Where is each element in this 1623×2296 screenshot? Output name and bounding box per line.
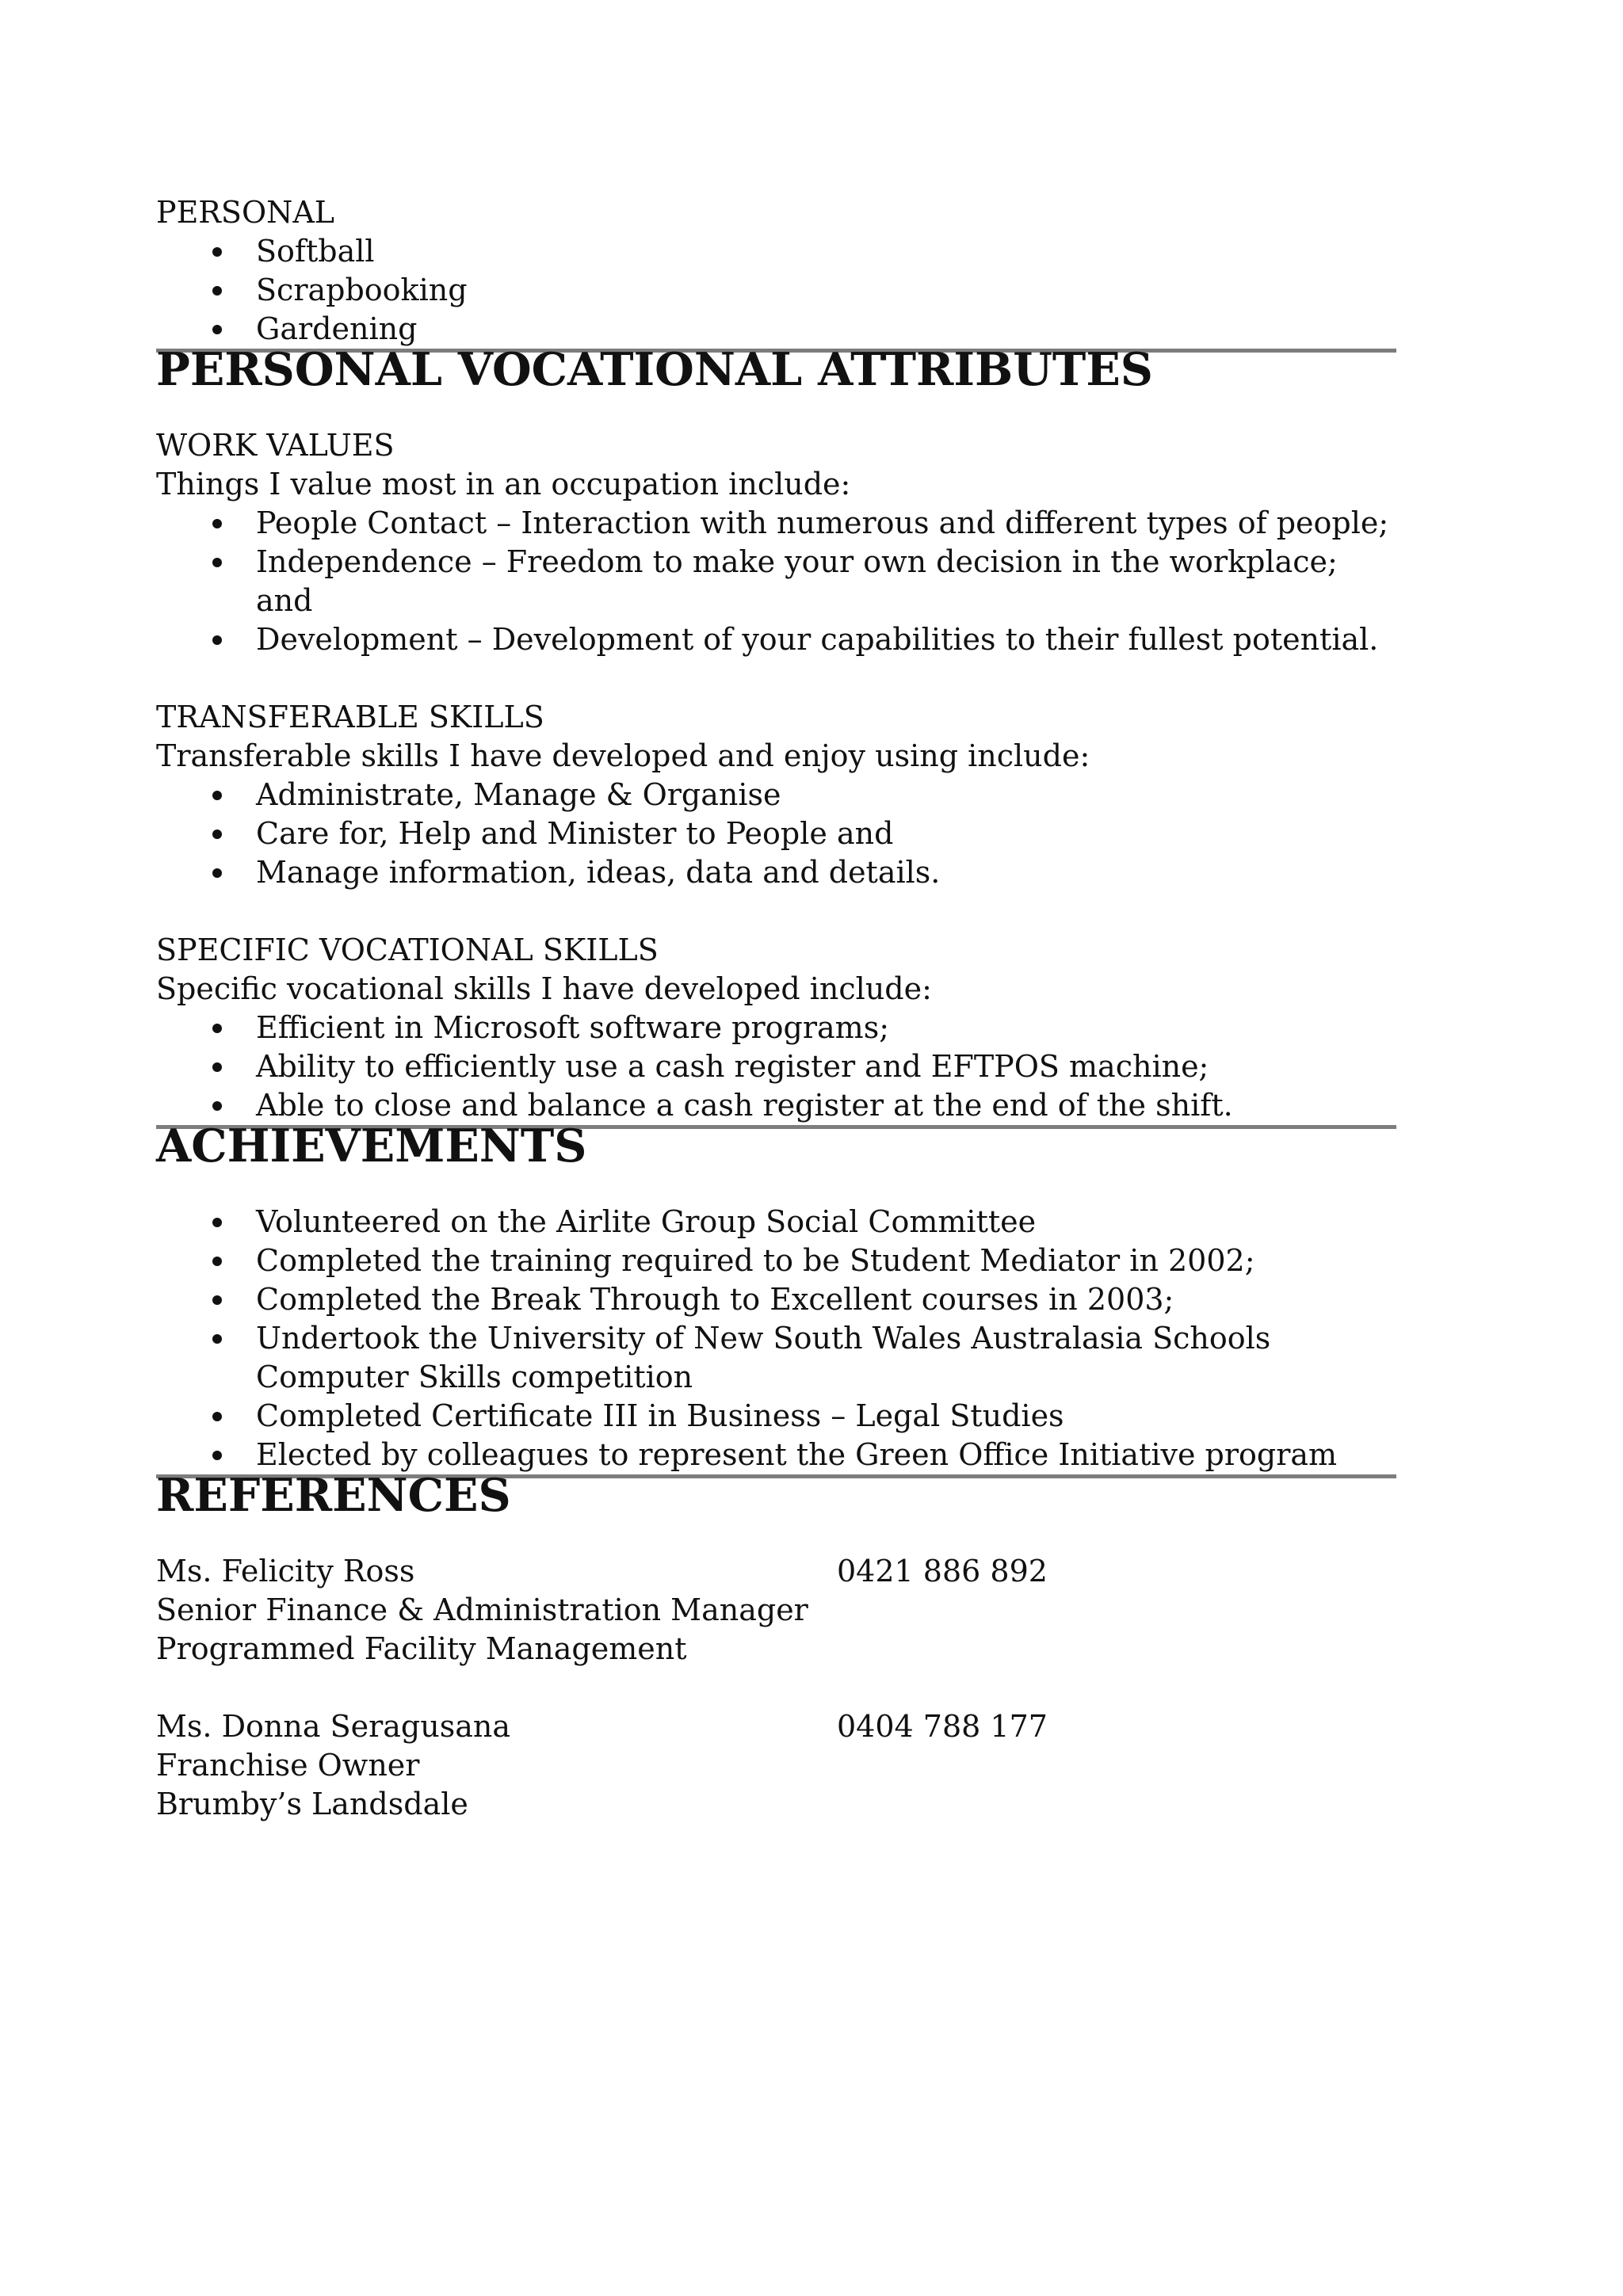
reference-phone: 0404 788 177 xyxy=(837,1709,1048,1744)
specific-intro: Specific vocational skills I have developed include: xyxy=(156,971,932,1006)
specific-title: SPECIFIC VOCATIONAL SKILLS xyxy=(156,933,659,967)
list-item: Administrate, Manage & Organise xyxy=(156,776,1396,814)
list-item: Elected by colleagues to represent the Green Office Initiative program xyxy=(156,1436,1396,1474)
personal-list xyxy=(156,232,1396,349)
reference-role: Senior Finance & Administration Manager xyxy=(156,1592,808,1627)
work-values-title: WORK VALUES xyxy=(156,428,395,463)
list-item: Able to close and balance a cash register at the end of the shift. xyxy=(156,1086,1396,1125)
resume-page xyxy=(156,193,1396,1824)
reference-2 xyxy=(156,1707,1396,1824)
personal-title: PERSONAL xyxy=(156,195,335,230)
list-item: Manage information, ideas, data and details. xyxy=(156,853,1396,892)
reference-name: Ms. Felicity Ross xyxy=(156,1554,415,1589)
list-item: Independence – Freedom to make your own decision in the workplace; and xyxy=(156,543,1396,620)
work-values-intro: Things I value most in an occupation include: xyxy=(156,467,851,502)
list-item: Undertook the University of New South Wales Australasia Schools Computer Skills competition xyxy=(156,1319,1396,1397)
list-item: Ability to efficiently use a cash register and EFTPOS machine; xyxy=(156,1047,1396,1086)
transferable-list xyxy=(156,776,1396,892)
list-item: Efficient in Microsoft software programs; xyxy=(156,1009,1396,1047)
transferable-title: TRANSFERABLE SKILLS xyxy=(156,700,544,734)
list-item: Volunteered on the Airlite Group Social Committee xyxy=(156,1203,1396,1241)
list-item: Completed the Break Through to Excellent courses in 2003; xyxy=(156,1280,1396,1319)
references-heading: REFERENCES xyxy=(156,1474,1396,1513)
reference-company: Programmed Facility Management xyxy=(156,1631,687,1666)
list-item: People Contact – Interaction with numerous and different types of people; xyxy=(156,504,1396,543)
specific-list xyxy=(156,1009,1396,1125)
list-item: Softball xyxy=(156,232,1396,271)
work-values-list xyxy=(156,504,1396,659)
list-item: Development – Development of your capabilities to their fullest potential. xyxy=(156,620,1396,659)
reference-company: Brumby’s Landsdale xyxy=(156,1787,468,1821)
list-item: Care for, Help and Minister to People and xyxy=(156,814,1396,853)
list-item: Completed the training required to be Student Mediator in 2002; xyxy=(156,1241,1396,1280)
reference-phone: 0421 886 892 xyxy=(837,1554,1048,1589)
list-item: Scrapbooking xyxy=(156,271,1396,310)
list-item: Gardening xyxy=(156,310,1396,349)
reference-name: Ms. Donna Seragusana xyxy=(156,1709,511,1744)
reference-role: Franchise Owner xyxy=(156,1748,420,1783)
achievements-heading: ACHIEVEMENTS xyxy=(156,1125,1396,1164)
vocational-heading: PERSONAL VOCATIONAL ATTRIBUTES xyxy=(156,349,1396,387)
list-item: Completed Certificate III in Business – Legal Studies xyxy=(156,1397,1396,1436)
reference-1 xyxy=(156,1552,1396,1669)
achievements-list xyxy=(156,1203,1396,1474)
transferable-intro: Transferable skills I have developed and enjoy using include: xyxy=(156,738,1090,773)
